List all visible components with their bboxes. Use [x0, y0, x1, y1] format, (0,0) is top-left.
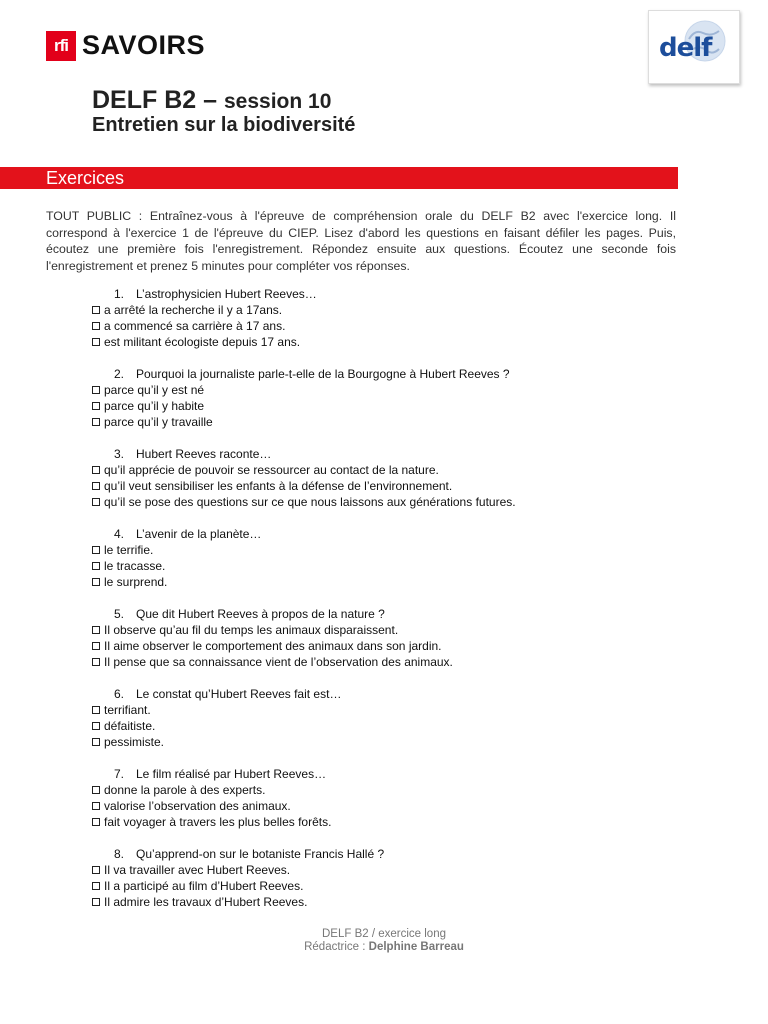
question-number: 3.	[114, 447, 125, 461]
question-number: 7.	[114, 767, 125, 781]
answer-option[interactable]	[92, 494, 692, 510]
checkbox-icon[interactable]	[92, 482, 100, 490]
title-main: DELF B2 –	[92, 86, 224, 114]
question-5	[92, 606, 692, 670]
question-heading	[114, 446, 692, 462]
question-number: 8.	[114, 847, 125, 861]
answer-label: valorise l’observation des animaux.	[104, 799, 291, 813]
rfi-savoirs-logo	[46, 30, 205, 61]
answer-label: parce qu’il y travaille	[104, 415, 213, 429]
question-2	[92, 366, 692, 430]
checkbox-icon[interactable]	[92, 802, 100, 810]
answer-label: le tracasse.	[104, 559, 166, 573]
question-6	[92, 686, 692, 750]
answer-label: le terrifie.	[104, 543, 154, 557]
answer-label: terrifiant.	[104, 703, 151, 717]
footer-role: Rédactrice :	[304, 941, 369, 953]
answer-label: qu’il apprécie de pouvoir se ressourcer au contact de la nature.	[104, 463, 439, 477]
checkbox-icon[interactable]	[92, 578, 100, 586]
checkbox-icon[interactable]	[92, 466, 100, 474]
checkbox-icon[interactable]	[92, 418, 100, 426]
checkbox-icon[interactable]	[92, 706, 100, 714]
question-heading	[114, 606, 692, 622]
checkbox-icon[interactable]	[92, 882, 100, 890]
answer-option[interactable]	[92, 414, 692, 430]
answer-option[interactable]	[92, 878, 692, 894]
checkbox-icon[interactable]	[92, 402, 100, 410]
answer-label: donne la parole à des experts.	[104, 783, 266, 797]
question-number: 2.	[114, 367, 125, 381]
page-footer	[0, 928, 768, 954]
answer-option[interactable]	[92, 654, 692, 670]
delf-logo-text: delf	[659, 33, 712, 63]
answer-option[interactable]	[92, 542, 692, 558]
answer-option[interactable]	[92, 382, 692, 398]
answer-option[interactable]	[92, 318, 692, 334]
delf-logo	[648, 10, 740, 84]
answer-option[interactable]	[92, 398, 692, 414]
question-text: Le constat qu’Hubert Reeves fait est…	[136, 687, 342, 701]
question-text: Qu’apprend-on sur le botaniste Francis Hallé ?	[136, 847, 385, 861]
answer-label: le surprend.	[104, 575, 168, 589]
answer-option[interactable]	[92, 782, 692, 798]
question-4	[92, 526, 692, 590]
answer-option[interactable]	[92, 798, 692, 814]
question-list	[92, 286, 692, 926]
page-subtitle: Entretien sur la biodiversité	[92, 114, 356, 136]
answer-option[interactable]	[92, 734, 692, 750]
footer-author: Delphine Barreau	[368, 941, 464, 953]
answer-option[interactable]	[92, 558, 692, 574]
question-8	[92, 846, 692, 910]
answer-label: qu’il se pose des questions sur ce que nous laissons aux générations futures.	[104, 495, 516, 509]
question-1	[92, 286, 692, 350]
savoirs-wordmark: SAVOIRS	[82, 30, 206, 60]
checkbox-icon[interactable]	[92, 322, 100, 330]
checkbox-icon[interactable]	[92, 866, 100, 874]
checkbox-icon[interactable]	[92, 306, 100, 314]
answer-label: Il aime observer le comportement des animaux dans son jardin.	[104, 639, 442, 653]
question-text: Pourquoi la journaliste parle-t-elle de la Bourgogne à Hubert Reeves ?	[136, 367, 510, 381]
question-text: Que dit Hubert Reeves à propos de la nature ?	[136, 607, 385, 621]
checkbox-icon[interactable]	[92, 642, 100, 650]
answer-option[interactable]	[92, 862, 692, 878]
answer-label: a arrêté la recherche il y a 17ans.	[104, 303, 283, 317]
question-text: L’avenir de la planète…	[136, 527, 262, 541]
checkbox-icon[interactable]	[92, 498, 100, 506]
title-session: session 10	[223, 90, 332, 113]
answer-option[interactable]	[92, 462, 692, 478]
question-heading	[114, 286, 692, 302]
question-text: Le film réalisé par Hubert Reeves…	[136, 767, 327, 781]
checkbox-icon[interactable]	[92, 658, 100, 666]
question-heading	[114, 366, 692, 382]
answer-option[interactable]	[92, 622, 692, 638]
answer-label: Il observe qu’au fil du temps les animaux disparaissent.	[104, 623, 399, 637]
answer-option[interactable]	[92, 334, 692, 350]
checkbox-icon[interactable]	[92, 386, 100, 394]
answer-label: pessimiste.	[104, 735, 165, 749]
checkbox-icon[interactable]	[92, 562, 100, 570]
section-label: Exercices	[46, 168, 125, 188]
answer-label: défaitiste.	[104, 719, 156, 733]
question-text: L’astrophysicien Hubert Reeves…	[136, 287, 317, 301]
answer-option[interactable]	[92, 718, 692, 734]
checkbox-icon[interactable]	[92, 722, 100, 730]
answer-label: Il va travailler avec Hubert Reeves.	[104, 863, 291, 877]
question-number: 5.	[114, 607, 125, 621]
answer-label: Il pense que sa connaissance vient de l’observation des animaux.	[104, 655, 453, 669]
section-band	[0, 167, 678, 189]
question-heading	[114, 526, 692, 542]
answer-option[interactable]	[92, 638, 692, 654]
page-title	[92, 86, 331, 115]
footer-line-2	[0, 941, 768, 954]
answer-label: Il a participé au film d’Hubert Reeves.	[104, 879, 304, 893]
question-text: Hubert Reeves raconte…	[136, 447, 272, 461]
answer-label: fait voyager à travers les plus belles forêts.	[104, 815, 332, 829]
answer-option[interactable]	[92, 814, 692, 830]
answer-label: Il admire les travaux d’Hubert Reeves.	[104, 895, 308, 909]
answer-label: parce qu’il y est né	[104, 383, 205, 397]
answer-label: a commencé sa carrière à 17 ans.	[104, 319, 286, 333]
footer-line-1: DELF B2 / exercice long	[321, 928, 446, 940]
question-heading	[114, 766, 692, 782]
intro-paragraph: TOUT PUBLIC : Entraînez-vous à l'épreuve de compréhension orale du DELF B2 avec l'exercice long. Il correspond à l'exercice 1 de l'épreuve du CIEP. Lisez d'abord les questions en faisant défiler les pages. Puis, écoutez une première fois l'enregistrement. Répondez ensuite aux questions. Écoutez une seconde fois l'enregistrement et prenez 5 minutes pour compléter vos réponses.	[46, 209, 676, 273]
rfi-badge: rfi	[46, 31, 76, 61]
question-number: 1.	[114, 287, 125, 301]
checkbox-icon[interactable]	[92, 626, 100, 634]
question-number: 6.	[114, 687, 125, 701]
answer-label: qu’il veut sensibiliser les enfants à la défense de l’environnement.	[104, 479, 453, 493]
question-number: 4.	[114, 527, 125, 541]
question-3	[92, 446, 692, 510]
checkbox-icon[interactable]	[92, 786, 100, 794]
checkbox-icon[interactable]	[92, 818, 100, 826]
answer-option[interactable]	[92, 894, 692, 910]
answer-label: parce qu’il y habite	[104, 399, 205, 413]
answer-option[interactable]	[92, 478, 692, 494]
checkbox-icon[interactable]	[92, 338, 100, 346]
answer-option[interactable]	[92, 702, 692, 718]
checkbox-icon[interactable]	[92, 738, 100, 746]
question-7	[92, 766, 692, 830]
checkbox-icon[interactable]	[92, 546, 100, 554]
checkbox-icon[interactable]	[92, 898, 100, 906]
question-heading	[114, 686, 692, 702]
answer-label: est militant écologiste depuis 17 ans.	[104, 335, 301, 349]
answer-option[interactable]	[92, 302, 692, 318]
answer-option[interactable]	[92, 574, 692, 590]
question-heading	[114, 846, 692, 862]
